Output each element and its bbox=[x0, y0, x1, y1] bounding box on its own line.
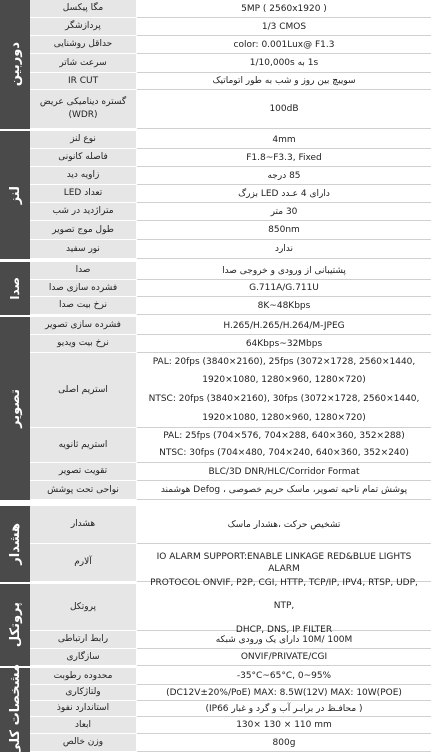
spec-value bbox=[137, 649, 431, 666]
spec-label: هشدار bbox=[30, 506, 137, 544]
spec-row bbox=[30, 353, 431, 428]
section-title: دوربین bbox=[7, 42, 23, 87]
spec-value bbox=[137, 54, 431, 73]
spec-label: فاصله کانونی bbox=[30, 149, 137, 167]
spec-label: نرخ بیت ویدیو bbox=[30, 335, 137, 353]
spec-value bbox=[137, 221, 431, 240]
spec-row bbox=[30, 240, 431, 259]
section-4 bbox=[0, 506, 431, 582]
spec-row bbox=[30, 506, 431, 544]
spec-label: طول موج تصویر bbox=[30, 221, 137, 240]
spec-value-line: ONVIF/PRIVATE/CGI bbox=[240, 652, 328, 662]
spec-value bbox=[137, 167, 431, 185]
spec-value bbox=[137, 317, 431, 335]
spec-label: زاویه دید bbox=[30, 167, 137, 185]
section-title: تصویر bbox=[7, 389, 23, 428]
spec-label: نرخ بیت صدا bbox=[30, 297, 137, 315]
spec-value-line: تشخیص حرکت ،هشدار ماسک bbox=[227, 519, 341, 530]
spec-label: آلارم bbox=[30, 544, 137, 582]
spec-row bbox=[30, 481, 431, 500]
spec-value-line: 10M/ 100M دارای یک ورودی شبکه bbox=[215, 634, 353, 645]
section-rows bbox=[30, 506, 431, 582]
spec-value bbox=[137, 577, 431, 635]
spec-row bbox=[30, 335, 431, 353]
spec-value-line: 1920×1080, 1280×960, 1280×720) bbox=[202, 412, 366, 423]
spec-value-line: PAL: 25fps (704×576, 704×288, 640×360, 352×288) bbox=[163, 430, 405, 441]
spec-value bbox=[137, 463, 431, 481]
spec-value-line: 64Kbps~32Mbps bbox=[245, 338, 323, 349]
section-6 bbox=[0, 664, 431, 756]
spec-value bbox=[137, 149, 431, 167]
spec-label: نور سفید bbox=[30, 240, 137, 259]
section-title-bar bbox=[0, 664, 30, 756]
spec-value-line: -35°C~65°C, 0~95% bbox=[236, 671, 332, 681]
section-rows bbox=[30, 131, 431, 259]
section-rows bbox=[30, 262, 431, 315]
spec-label: IR CUT bbox=[30, 73, 137, 90]
spec-row bbox=[30, 262, 431, 280]
spec-label: رابط ارتباطی bbox=[30, 631, 137, 649]
section-1 bbox=[0, 131, 431, 259]
section-title: هشدار bbox=[7, 523, 23, 565]
spec-value-line: دارای 4 عـدد LED بزرگ bbox=[238, 188, 330, 199]
spec-value bbox=[137, 36, 431, 54]
spec-value-line: 800g bbox=[272, 737, 296, 748]
spec-value-line: H.265/H.265/H.264/M-JPEG bbox=[223, 320, 345, 331]
spec-value bbox=[137, 701, 431, 717]
spec-value bbox=[137, 90, 431, 129]
section-title: پروتکل bbox=[7, 602, 23, 648]
spec-value-line: 5MP ( 2560x1920 ) bbox=[241, 3, 327, 14]
spec-value bbox=[137, 506, 431, 544]
spec-label: فشرده سازی تصویر bbox=[30, 317, 137, 335]
spec-row bbox=[30, 463, 431, 481]
spec-row bbox=[30, 149, 431, 167]
spec-value bbox=[137, 734, 431, 752]
spec-value bbox=[137, 353, 431, 428]
spec-label: مگا پیکسل bbox=[30, 0, 137, 18]
spec-label: استریم ثانویه bbox=[30, 428, 137, 463]
spec-label: وزن خالص bbox=[30, 734, 137, 752]
spec-row bbox=[30, 167, 431, 185]
spec-label: پردازشگر bbox=[30, 18, 137, 36]
spec-row bbox=[30, 131, 431, 149]
spec-value bbox=[137, 280, 431, 297]
spec-value bbox=[137, 668, 431, 685]
spec-label: حداقل روشنایی bbox=[30, 36, 137, 54]
spec-row bbox=[30, 428, 431, 463]
spec-value bbox=[137, 240, 431, 259]
spec-value-line: (DC12V±20%/PoE) MAX: 8.5W(12V) MAX: 10W(POE) bbox=[166, 687, 402, 698]
spec-value bbox=[137, 0, 431, 18]
spec-row bbox=[30, 297, 431, 315]
spec-row bbox=[30, 221, 431, 240]
spec-value bbox=[137, 262, 431, 280]
spec-value-line: PAL: 20fps (3840×2160), 25fps (3072×1728, 2560×1440, bbox=[152, 356, 416, 367]
spec-row bbox=[30, 18, 431, 36]
spec-value-line: 4mm bbox=[272, 134, 296, 145]
spec-row bbox=[30, 203, 431, 221]
section-0 bbox=[0, 0, 431, 129]
spec-value-line: ندارد bbox=[274, 244, 294, 254]
spec-row bbox=[30, 685, 431, 701]
section-rows bbox=[30, 0, 431, 129]
spec-row bbox=[30, 631, 431, 649]
spec-value bbox=[137, 631, 431, 649]
section-title: لنز bbox=[7, 185, 23, 205]
spec-label: سازگاری bbox=[30, 649, 137, 666]
spec-value bbox=[137, 297, 431, 315]
spec-value-line: PROTOCOL ONVIF, P2P, CGI, HTTP, TCP/IP, IPV4, RTSP, UDP, NTP, bbox=[150, 577, 418, 612]
spec-label: فشرده سازی صدا bbox=[30, 280, 137, 297]
spec-label: نوع لنز bbox=[30, 131, 137, 149]
spec-value-line: 850nm bbox=[268, 225, 300, 235]
spec-value bbox=[137, 717, 431, 734]
spec-value-line: 130× 130 × 110 mm bbox=[236, 720, 332, 730]
spec-value-line: پوشش تمام ناحیه تصویر، ماسک حریم خصوصی ، Defog هوشمند bbox=[160, 485, 408, 495]
spec-label: تعداد LED bbox=[30, 185, 137, 203]
section-title-bar bbox=[0, 584, 30, 666]
spec-value-line: NTSC: 30fps (704×480, 704×240, 640×360, 352×240) bbox=[159, 448, 409, 458]
spec-label: متراژدید در شب bbox=[30, 203, 137, 221]
section-title: مشخصات کلی bbox=[7, 664, 23, 756]
spec-row bbox=[30, 0, 431, 18]
spec-row bbox=[30, 317, 431, 335]
spec-value-line: NTSC: 20fps (3840×2160), 30fps (3072×1728, 2560×1440, bbox=[148, 394, 420, 404]
section-title-bar bbox=[0, 0, 30, 129]
spec-value-line: DHCP, DNS, IP FILTER bbox=[235, 624, 333, 635]
spec-row bbox=[30, 734, 431, 752]
spec-value-line: 30 متر bbox=[270, 206, 298, 217]
spec-label: صدا bbox=[30, 262, 137, 280]
spec-value-line: G.711A/G.711U bbox=[249, 283, 319, 293]
section-rows bbox=[30, 317, 431, 500]
spec-label: سرعت شاتر bbox=[30, 54, 137, 73]
spec-value bbox=[137, 685, 431, 701]
spec-label: محدوده رطوبت bbox=[30, 668, 137, 685]
section-title-bar bbox=[0, 262, 30, 315]
spec-value-line: 1920×1080, 1280×960, 1280×720) bbox=[202, 375, 366, 386]
spec-value bbox=[137, 335, 431, 353]
spec-value bbox=[137, 203, 431, 221]
spec-label: ولتاژکاری bbox=[30, 685, 137, 701]
spec-value-line: IO ALARM SUPPORT:ENABLE LINKAGE RED&BLUE LIGHTS ALARM bbox=[156, 551, 412, 574]
spec-label: استریم اصلی bbox=[30, 353, 137, 428]
spec-value bbox=[137, 18, 431, 36]
spec-label: نواحی تحت پوشش bbox=[30, 481, 137, 500]
spec-value bbox=[137, 481, 431, 500]
section-3 bbox=[0, 317, 431, 500]
section-title-bar bbox=[0, 506, 30, 582]
section-5 bbox=[0, 577, 431, 666]
spec-value-line: 85 درجه bbox=[267, 170, 301, 181]
spec-value-line: پشتیبانی از ورودی و خروجی صدا bbox=[222, 265, 346, 276]
spec-label: ابعاد bbox=[30, 717, 137, 734]
spec-value bbox=[137, 185, 431, 203]
spec-label: گستره دینامیکی عریض (WDR) bbox=[30, 90, 137, 129]
spec-row bbox=[30, 577, 431, 635]
spec-value-line: 1s به 1/10,000s bbox=[249, 58, 319, 68]
section-2 bbox=[0, 262, 431, 315]
spec-value-line: BLC/3D DNR/HLC/Corridor Format bbox=[208, 466, 360, 477]
spec-row bbox=[30, 701, 431, 717]
spec-value-line: سوییچ بین روز و شب به طور اتوماتیک bbox=[212, 76, 356, 86]
spec-row bbox=[30, 54, 431, 73]
spec-row bbox=[30, 90, 431, 129]
spec-row bbox=[30, 185, 431, 203]
section-title: صدا bbox=[8, 277, 22, 300]
section-rows bbox=[30, 668, 431, 752]
spec-label: پروتکل bbox=[30, 584, 137, 631]
spec-value-line: color: 0.001Lux@ F1.3 bbox=[233, 39, 335, 50]
spec-row bbox=[30, 668, 431, 685]
spec-row bbox=[30, 280, 431, 297]
spec-value-line: 1/3 CMOS bbox=[261, 21, 307, 32]
spec-row bbox=[30, 73, 431, 90]
section-title-bar bbox=[0, 131, 30, 259]
spec-value bbox=[137, 73, 431, 90]
spec-value-line: ( محافـظ در برابـر آب و گرد و غبار IP66) bbox=[205, 703, 363, 714]
spec-value-line: 100dB bbox=[269, 104, 299, 114]
spec-value-line: F1.8~F3.3, Fixed bbox=[246, 152, 322, 163]
spec-value-line: 8K~48Kbps bbox=[257, 300, 311, 311]
spec-label: استاندارد نفوذ bbox=[30, 701, 137, 717]
spec-row bbox=[30, 717, 431, 734]
section-rows bbox=[30, 577, 431, 666]
spec-value bbox=[137, 428, 431, 463]
spec-row bbox=[30, 649, 431, 666]
spec-label: تقویت تصویر bbox=[30, 463, 137, 481]
spec-row bbox=[30, 36, 431, 54]
spec-value bbox=[137, 131, 431, 149]
section-title-bar bbox=[0, 317, 30, 500]
